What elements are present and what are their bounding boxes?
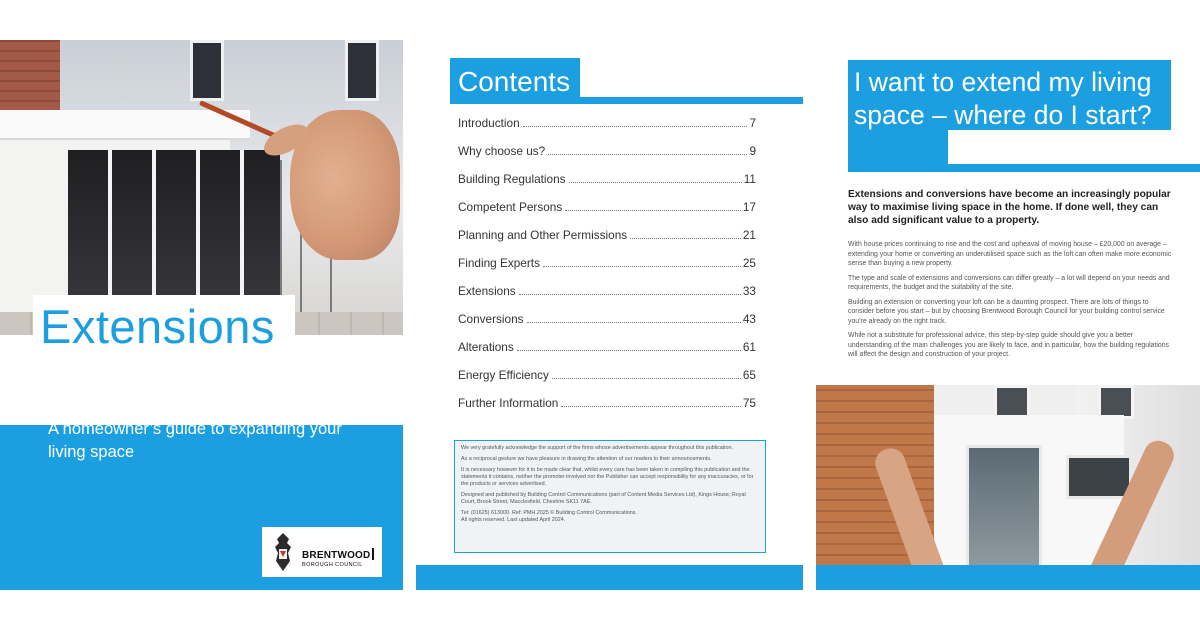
contents-title: Contents [458, 66, 571, 97]
toc-page: 75 [742, 396, 756, 410]
toc-item[interactable] [458, 144, 756, 172]
toc-page: 9 [749, 144, 756, 158]
article-paragraph: The type and scale of extensions and conversions can differ greatly – a lot will depend on your needs and requirements, the budget and the suitability of the site. [848, 274, 1170, 291]
toc-item[interactable] [458, 172, 756, 200]
article-page [816, 40, 1200, 590]
upper-window [190, 40, 224, 101]
toc-label: Further Information [458, 396, 559, 410]
logo-divider [372, 548, 374, 560]
toc-leader [519, 294, 741, 295]
toc-leader [543, 266, 741, 267]
toc-label: Planning and Other Permissions [458, 228, 628, 242]
toc-item[interactable] [458, 396, 756, 424]
toc-page: 61 [742, 340, 756, 354]
article-paragraph: With house prices continuing to rise and the cost and upheaval of moving house – £20,000 on average – extending your home or converting an underutilised space such as the loft can often make more economic sense than buying a new property. [848, 241, 1172, 267]
upper-window [345, 40, 379, 101]
article-footer-bar [816, 565, 1200, 590]
acknowledgement-text: Designed and published by Building Control Communications (part of Content Media Services Ltd), Kings House, Royal Court, Brook Street, Macclesfield, Cheshire SK11 7AE. [461, 492, 746, 505]
toc-leader [527, 322, 741, 323]
contents-title-bar [580, 97, 803, 104]
table-of-contents [458, 116, 756, 424]
cover-page [0, 40, 403, 590]
article-paragraph: While not a substitute for professional advice, this step-by-step guide should give you a better understanding of the main challenges you are likely to face, and in particular, how the building regulations will affect the design and construction of your project. [848, 332, 1169, 358]
acknowledgement-text: As a reciprocal gesture we have pleasure in drawing the attention of our readers to their announcements. [461, 456, 712, 462]
council-subname: BOROUGH COUNCIL [302, 562, 363, 568]
toc-label: Extensions [458, 284, 516, 298]
toc-item[interactable] [458, 312, 756, 340]
toc-leader [561, 406, 741, 407]
toc-label: Introduction [458, 116, 520, 130]
toc-page: 33 [742, 284, 756, 298]
toc-leader [523, 126, 748, 127]
article-title-box [848, 130, 948, 172]
toc-label: Why choose us? [458, 144, 546, 158]
acknowledgement-box [454, 440, 766, 553]
acknowledgement-text: All rights reserved. Last updated April 2024. [461, 517, 566, 523]
toc-page: 7 [749, 116, 756, 130]
contents-footer-bar [416, 565, 803, 590]
toc-page: 11 [743, 172, 756, 186]
toc-item[interactable] [458, 340, 756, 368]
toc-leader [548, 154, 747, 155]
toc-page: 65 [742, 368, 756, 382]
extension-roofline [0, 110, 250, 140]
toc-page: 25 [742, 256, 756, 270]
toc-page: 43 [742, 312, 756, 326]
toc-item[interactable] [458, 200, 756, 228]
toc-label: Energy Efficiency [458, 368, 549, 382]
toc-leader [552, 378, 741, 379]
toc-item[interactable] [458, 368, 756, 396]
toc-label: Finding Experts [458, 256, 540, 270]
article-body [848, 240, 1173, 365]
toc-leader [630, 238, 741, 239]
toc-item[interactable] [458, 116, 756, 144]
upper-window [994, 385, 1030, 419]
toc-leader [565, 210, 741, 211]
toc-item[interactable] [458, 284, 756, 312]
acknowledgement-text: Tel: (01625) 613000. Ref: PMH 2025 © Building Control Communications. [461, 510, 637, 516]
toc-page: 21 [742, 228, 756, 242]
article-lead: Extensions and conversions have become an increasingly popular way to maximise living space in the home. If done well, they can also add significant value to a property. [848, 189, 1171, 226]
toc-leader [517, 350, 741, 351]
toc-item[interactable] [458, 228, 756, 256]
cover-subtitle: A homeowner’s guide to expanding your living space [48, 420, 342, 461]
acknowledgement-text: We very gratefully acknowledge the support of the firms whose advertisements appear throughout this publication. [461, 445, 733, 451]
upper-window [1098, 385, 1134, 419]
acknowledgement-text: It is necessary however for it to be made clear that, whilst every care has been taken in compiling this publication and the statements it contains, neither the promoter involved nor the Publisher can accept responsibility for any inaccuracies, or for the products or services advertised. [461, 467, 754, 487]
glazed-door [966, 445, 1042, 565]
toc-label: Conversions [458, 312, 524, 326]
toc-page: 17 [742, 200, 756, 214]
article-title-bar [948, 164, 1200, 172]
article-title: I want to extend my living space – where do I start? [854, 67, 1152, 130]
toc-item[interactable] [458, 256, 756, 284]
extension-window [1066, 455, 1132, 499]
toc-label: Competent Persons [458, 200, 563, 214]
article-photo [816, 385, 1200, 565]
council-crest-icon [272, 531, 294, 573]
council-name: BRENTWOOD [302, 550, 371, 561]
cover-title: Extensions [40, 300, 275, 353]
toc-label: Alterations [458, 340, 514, 354]
article-paragraph: Building an extension or converting your loft can be a daunting prospect. There are lots of things to consider before you start – but by choosing Brentwood Borough Council for your building control service you’re already on the right track. [848, 298, 1165, 325]
toc-label: Building Regulations [458, 172, 566, 186]
toc-leader [569, 182, 742, 183]
contents-page [416, 40, 803, 590]
